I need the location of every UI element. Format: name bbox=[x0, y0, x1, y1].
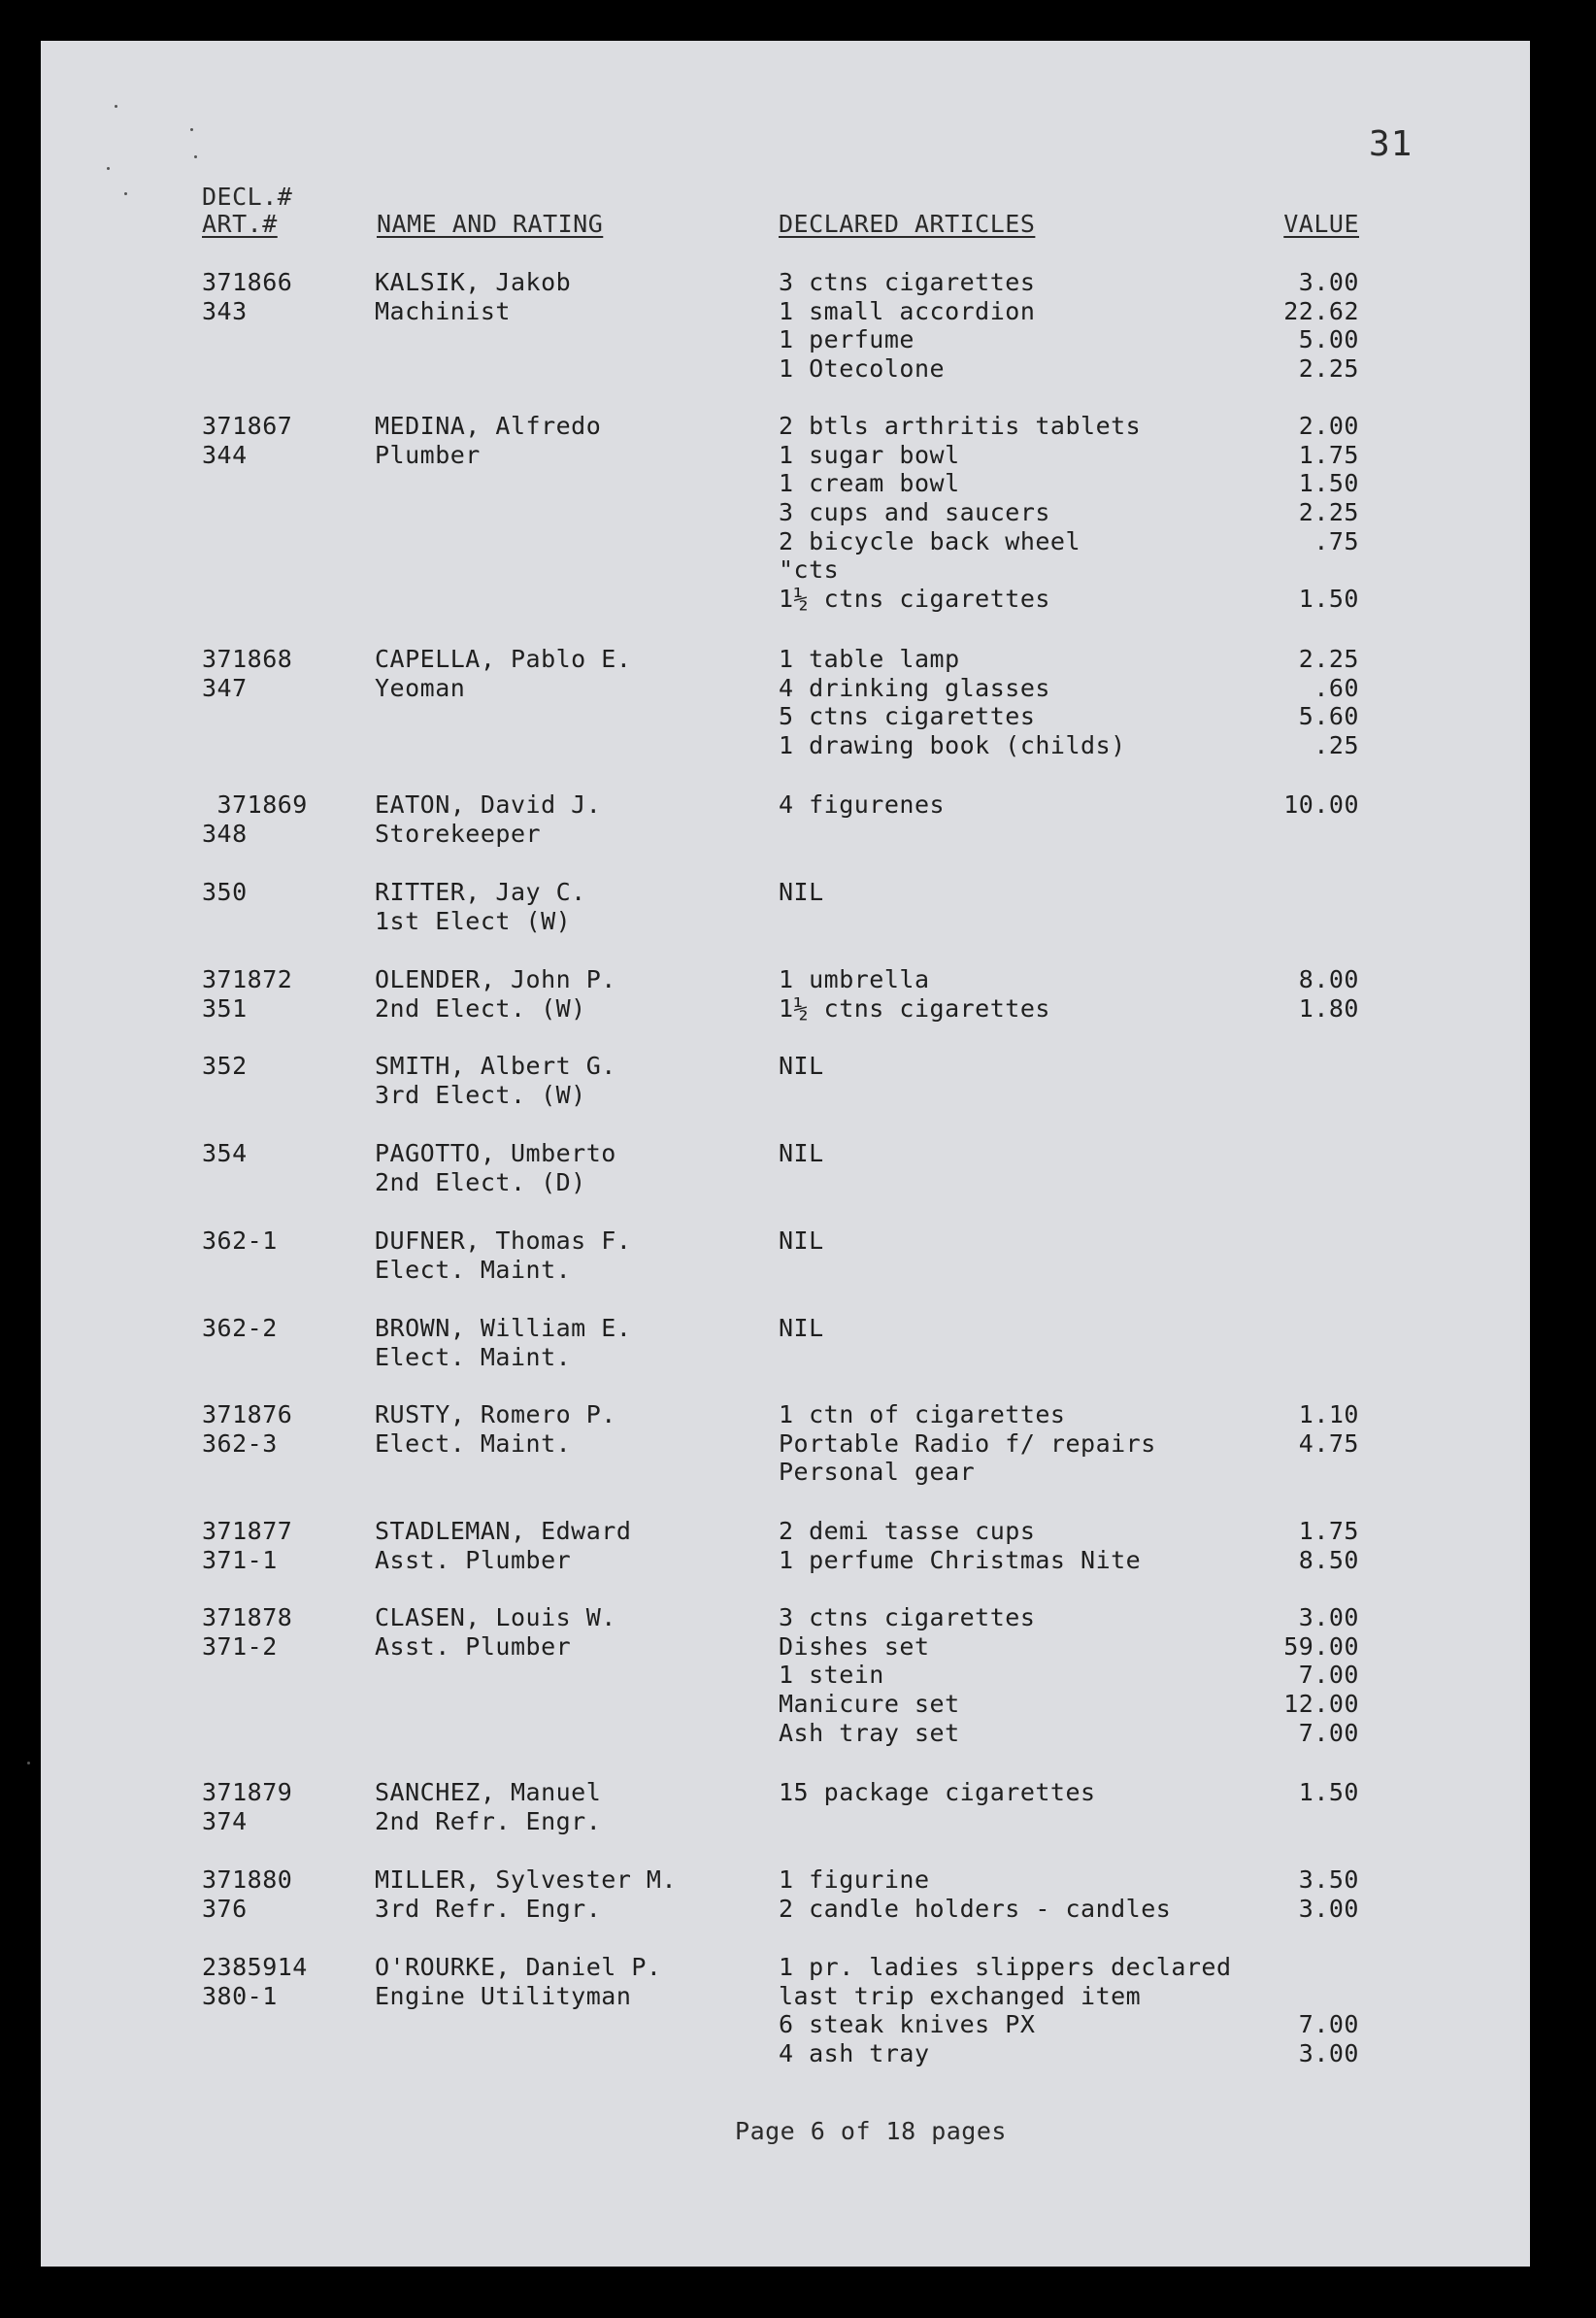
article-value-line: 1.80 bbox=[1298, 993, 1359, 1023]
declared-article-cell bbox=[779, 645, 1126, 760]
decl-number-line: 348 bbox=[202, 819, 248, 848]
name-rating-cell bbox=[375, 268, 571, 325]
name-rating-line: SMITH, Albert G. bbox=[375, 1052, 616, 1080]
article-value-line: 3.00 bbox=[1298, 1603, 1359, 1631]
name-rating-cell bbox=[375, 1603, 616, 1661]
declared-article-cell bbox=[779, 1865, 1171, 1923]
decl-number-cell bbox=[202, 790, 308, 848]
decl-number-cell bbox=[202, 878, 248, 907]
name-rating-line: Asst. Plumber bbox=[375, 1631, 572, 1661]
name-rating-cell bbox=[375, 1139, 616, 1196]
article-value-line: .25 bbox=[1313, 731, 1359, 760]
name-rating-line: PAGOTTO, Umberto bbox=[375, 1139, 616, 1167]
declared-article-cell bbox=[779, 1778, 1096, 1807]
article-value-line: 5.00 bbox=[1298, 325, 1359, 354]
scan-speck bbox=[194, 155, 197, 158]
name-rating-cell bbox=[375, 1865, 677, 1923]
name-rating-line: 2nd Elect. (W) bbox=[375, 993, 586, 1023]
declared-article-line: "cts bbox=[779, 555, 840, 585]
decl-number-cell bbox=[202, 1139, 248, 1168]
declared-article-line: 4 drinking glasses bbox=[779, 673, 1050, 702]
declared-article-cell bbox=[779, 790, 945, 820]
decl-number-line: 351 bbox=[202, 993, 248, 1023]
name-rating-line: Storekeeper bbox=[375, 819, 542, 848]
decl-number-cell bbox=[202, 1603, 292, 1661]
page-number: 31 bbox=[1369, 124, 1413, 164]
article-value-line: 8.00 bbox=[1298, 965, 1359, 993]
name-rating-line: Yeoman bbox=[375, 673, 466, 702]
declared-article-line: 2 btls arthritis tablets bbox=[779, 412, 1142, 440]
name-rating-line: RUSTY, Romero P. bbox=[375, 1400, 616, 1428]
decl-number-line: 371-2 bbox=[202, 1631, 278, 1661]
name-rating-line: KALSIK, Jakob bbox=[375, 268, 572, 296]
decl-number-line: 350 bbox=[202, 878, 248, 906]
article-value-cell bbox=[1214, 412, 1359, 614]
decl-number-line: 347 bbox=[202, 673, 248, 702]
declared-article-line: 15 package cigarettes bbox=[779, 1778, 1096, 1806]
decl-number-line: 371868 bbox=[202, 645, 293, 673]
name-rating-line: Engine Utilityman bbox=[375, 1981, 632, 2010]
decl-number-line: 371877 bbox=[202, 1517, 293, 1545]
decl-number-line: 343 bbox=[202, 296, 248, 325]
article-value-line: 1.75 bbox=[1298, 440, 1359, 469]
article-value-line: 12.00 bbox=[1283, 1690, 1359, 1719]
article-value-line: 3.00 bbox=[1298, 2039, 1359, 2068]
article-value-line: 1.50 bbox=[1298, 1778, 1359, 1806]
name-rating-line: 2nd Refr. Engr. bbox=[375, 1806, 602, 1835]
declared-article-line: 3 ctns cigarettes bbox=[779, 268, 1036, 296]
name-rating-cell bbox=[375, 1517, 631, 1574]
decl-number-line: 354 bbox=[202, 1139, 248, 1167]
name-rating-cell bbox=[375, 1400, 616, 1458]
declared-article-cell bbox=[779, 268, 1035, 384]
article-value-line: 7.00 bbox=[1298, 1718, 1359, 1747]
scan-speck bbox=[190, 128, 193, 131]
article-value-line: 1.10 bbox=[1298, 1400, 1359, 1428]
article-value-cell bbox=[1214, 268, 1359, 384]
article-value-line: 59.00 bbox=[1283, 1631, 1359, 1661]
declared-article-cell bbox=[779, 878, 824, 907]
article-value-cell bbox=[1214, 1517, 1359, 1574]
name-rating-line: 3rd Refr. Engr. bbox=[375, 1894, 602, 1923]
name-rating-cell bbox=[375, 790, 601, 848]
name-rating-line: 3rd Elect. (W) bbox=[375, 1080, 586, 1109]
article-value-line: 2.00 bbox=[1298, 412, 1359, 440]
declared-article-line: NIL bbox=[779, 1314, 824, 1342]
decl-number-cell bbox=[202, 1226, 278, 1256]
article-value-line: 4.75 bbox=[1298, 1428, 1359, 1458]
name-rating-line: MILLER, Sylvester M. bbox=[375, 1865, 678, 1894]
name-rating-line: Asst. Plumber bbox=[375, 1545, 572, 1574]
declared-article-line: NIL bbox=[779, 878, 824, 906]
name-rating-line: CLASEN, Louis W. bbox=[375, 1603, 616, 1631]
article-value-line: .75 bbox=[1313, 526, 1359, 555]
name-rating-line: Machinist bbox=[375, 296, 511, 325]
article-value-line: 3.50 bbox=[1298, 1865, 1359, 1894]
decl-number-line: 376 bbox=[202, 1894, 248, 1923]
article-value-cell bbox=[1214, 1865, 1359, 1923]
declared-article-line: 1 table lamp bbox=[779, 645, 960, 673]
declared-article-line: 1½ ctns cigarettes bbox=[779, 585, 1050, 614]
decl-number-cell bbox=[202, 1314, 278, 1343]
name-rating-line: MEDINA, Alfredo bbox=[375, 412, 602, 440]
article-value-line: 7.00 bbox=[1298, 2010, 1359, 2039]
name-rating-line: EATON, David J. bbox=[375, 790, 602, 819]
declared-article-line: Dishes set bbox=[779, 1631, 930, 1661]
declared-article-cell bbox=[779, 1400, 1156, 1487]
article-value-cell bbox=[1214, 1778, 1359, 1807]
decl-number-line: 352 bbox=[202, 1052, 248, 1080]
header-decl-top: DECL.# bbox=[202, 183, 293, 211]
article-value-line: 22.62 bbox=[1283, 296, 1359, 325]
declared-article-line: NIL bbox=[779, 1052, 824, 1080]
scan-speck bbox=[107, 167, 110, 170]
article-value-line: 2.25 bbox=[1298, 354, 1359, 384]
article-value-cell bbox=[1214, 790, 1359, 820]
decl-number-line: 371869 bbox=[202, 790, 308, 819]
article-value-line bbox=[1214, 1953, 1359, 1982]
scan-speck bbox=[124, 192, 127, 195]
article-value-line bbox=[1214, 555, 1359, 585]
name-rating-cell bbox=[375, 878, 586, 935]
declared-article-line: 1½ ctns cigarettes bbox=[779, 993, 1050, 1023]
article-value-cell bbox=[1214, 965, 1359, 1023]
article-value-cell bbox=[1214, 645, 1359, 760]
name-rating-line: Elect. Maint. bbox=[375, 1255, 572, 1284]
header-value: VALUE bbox=[1283, 210, 1359, 238]
name-rating-line: OLENDER, John P. bbox=[375, 965, 616, 993]
declared-article-line: 1 ctn of cigarettes bbox=[779, 1400, 1066, 1428]
article-value-line: .60 bbox=[1313, 673, 1359, 702]
decl-number-cell bbox=[202, 1400, 292, 1458]
declared-article-line: last trip exchanged item bbox=[779, 1981, 1142, 2010]
declared-article-line: 1 umbrella bbox=[779, 965, 930, 993]
declared-article-line: 2 demi tasse cups bbox=[779, 1517, 1036, 1545]
decl-number-cell bbox=[202, 412, 292, 469]
article-value-line: 10.00 bbox=[1283, 790, 1359, 819]
name-rating-line: 1st Elect (W) bbox=[375, 906, 572, 935]
name-rating-cell bbox=[375, 1052, 616, 1109]
decl-number-line: 371866 bbox=[202, 268, 293, 296]
article-value-line: 7.00 bbox=[1298, 1661, 1359, 1690]
declared-article-line: 1 perfume Christmas Nite bbox=[779, 1545, 1142, 1574]
article-value-line: 5.60 bbox=[1298, 702, 1359, 731]
declared-article-line: 1 sugar bowl bbox=[779, 440, 960, 469]
article-value-line: 1.75 bbox=[1298, 1517, 1359, 1545]
declared-article-cell bbox=[779, 1953, 1232, 2068]
declared-article-line: 1 figurine bbox=[779, 1865, 930, 1894]
name-rating-line: Elect. Maint. bbox=[375, 1342, 572, 1371]
declared-article-line: Manicure set bbox=[779, 1690, 960, 1719]
name-rating-line: Elect. Maint. bbox=[375, 1428, 572, 1458]
decl-number-line: 371867 bbox=[202, 412, 293, 440]
article-value-line: 8.50 bbox=[1298, 1545, 1359, 1574]
declared-article-line: NIL bbox=[779, 1226, 824, 1255]
declared-article-line: 1 perfume bbox=[779, 325, 914, 354]
declared-article-line: 5 ctns cigarettes bbox=[779, 702, 1036, 731]
declared-article-line: NIL bbox=[779, 1139, 824, 1167]
article-value-line: 3.00 bbox=[1298, 1894, 1359, 1923]
name-rating-line: RITTER, Jay C. bbox=[375, 878, 586, 906]
declared-article-line: Ash tray set bbox=[779, 1718, 960, 1747]
header-declared-articles: DECLARED ARTICLES bbox=[779, 210, 1036, 238]
decl-number-line: 380-1 bbox=[202, 1981, 278, 2010]
decl-number-cell bbox=[202, 1865, 292, 1923]
decl-number-cell bbox=[202, 965, 292, 1023]
declared-article-line: 3 cups and saucers bbox=[779, 498, 1050, 527]
article-value-line bbox=[1214, 1982, 1359, 2011]
declared-article-line: 1 cream bowl bbox=[779, 469, 960, 498]
header-decl-bottom: ART.# bbox=[202, 210, 278, 238]
name-rating-cell bbox=[375, 645, 631, 702]
article-value-cell bbox=[1214, 1400, 1359, 1487]
decl-number-cell bbox=[202, 645, 292, 702]
decl-number-line: 344 bbox=[202, 440, 248, 469]
declared-article-line: 1 stein bbox=[779, 1661, 884, 1690]
decl-number-line: 362-3 bbox=[202, 1428, 278, 1458]
declared-article-line: 4 figurenes bbox=[779, 790, 946, 819]
name-rating-line: O'ROURKE, Daniel P. bbox=[375, 1953, 662, 1981]
article-value-line: 1.50 bbox=[1298, 469, 1359, 498]
declared-article-cell bbox=[779, 965, 1050, 1023]
scan-speck bbox=[115, 105, 117, 108]
name-rating-cell bbox=[375, 1953, 661, 2010]
decl-number-line: 371876 bbox=[202, 1400, 293, 1428]
declared-article-line: 1 drawing book (childs) bbox=[779, 731, 1126, 760]
name-rating-line: SANCHEZ, Manuel bbox=[375, 1778, 602, 1806]
article-value-line: 2.25 bbox=[1298, 498, 1359, 527]
name-rating-cell bbox=[375, 965, 616, 1023]
article-value-line: 2.25 bbox=[1298, 645, 1359, 673]
name-rating-cell bbox=[375, 1778, 601, 1835]
name-rating-line: BROWN, William E. bbox=[375, 1314, 632, 1342]
declared-article-line: Portable Radio f/ repairs bbox=[779, 1428, 1156, 1458]
decl-number-line: 371-1 bbox=[202, 1545, 278, 1574]
decl-number-line: 374 bbox=[202, 1806, 248, 1835]
declared-article-line: Personal gear bbox=[779, 1458, 976, 1487]
decl-number-line: 371872 bbox=[202, 965, 293, 993]
name-rating-line: STADLEMAN, Edward bbox=[375, 1517, 632, 1545]
name-rating-cell bbox=[375, 412, 601, 469]
declared-article-cell bbox=[779, 1517, 1141, 1574]
decl-number-line: 362-1 bbox=[202, 1226, 278, 1255]
decl-number-line: 2385914 bbox=[202, 1953, 308, 1981]
declared-article-line: 3 ctns cigarettes bbox=[779, 1603, 1036, 1631]
name-rating-line: DUFNER, Thomas F. bbox=[375, 1226, 632, 1255]
article-value-cell bbox=[1214, 1953, 1359, 2068]
name-rating-line: CAPELLA, Pablo E. bbox=[375, 645, 632, 673]
name-rating-line: Plumber bbox=[375, 440, 481, 469]
name-rating-line: 2nd Elect. (D) bbox=[375, 1167, 586, 1196]
declared-article-line: 2 candle holders - candles bbox=[779, 1894, 1172, 1923]
declared-article-cell bbox=[779, 412, 1141, 614]
declared-article-cell bbox=[779, 1603, 1035, 1747]
declared-article-line: 4 ash tray bbox=[779, 2039, 930, 2068]
declared-article-cell bbox=[779, 1314, 824, 1343]
declared-article-line: 1 pr. ladies slippers declared bbox=[779, 1953, 1232, 1981]
declared-article-line: 6 steak knives PX bbox=[779, 2010, 1036, 2039]
article-value-line: 3.00 bbox=[1298, 268, 1359, 296]
declared-article-line: 1 Otecolone bbox=[779, 354, 946, 384]
declared-article-line: 2 bicycle back wheel bbox=[779, 526, 1081, 555]
decl-number-line: 371878 bbox=[202, 1603, 293, 1631]
decl-number-line: 371879 bbox=[202, 1778, 293, 1806]
decl-number-cell bbox=[202, 1052, 248, 1081]
scan-speck bbox=[27, 1762, 30, 1764]
decl-number-cell bbox=[202, 1778, 292, 1835]
declared-article-cell bbox=[779, 1052, 824, 1081]
header-name-rating: NAME AND RATING bbox=[377, 210, 604, 238]
declared-article-cell bbox=[779, 1226, 824, 1256]
decl-number-line: 371880 bbox=[202, 1865, 293, 1894]
article-value-line: 1.50 bbox=[1298, 585, 1359, 614]
decl-number-cell bbox=[202, 268, 292, 325]
decl-number-line: 362-2 bbox=[202, 1314, 278, 1342]
decl-number-cell bbox=[202, 1517, 292, 1574]
name-rating-cell bbox=[375, 1314, 631, 1371]
decl-number-cell bbox=[202, 1953, 308, 2010]
article-value-cell bbox=[1214, 1603, 1359, 1747]
name-rating-cell bbox=[375, 1226, 631, 1284]
declared-article-line: 1 small accordion bbox=[779, 296, 1036, 325]
declared-article-cell bbox=[779, 1139, 824, 1168]
article-value-line bbox=[1214, 1458, 1359, 1487]
page-footer: Page 6 of 18 pages bbox=[735, 2117, 1007, 2145]
